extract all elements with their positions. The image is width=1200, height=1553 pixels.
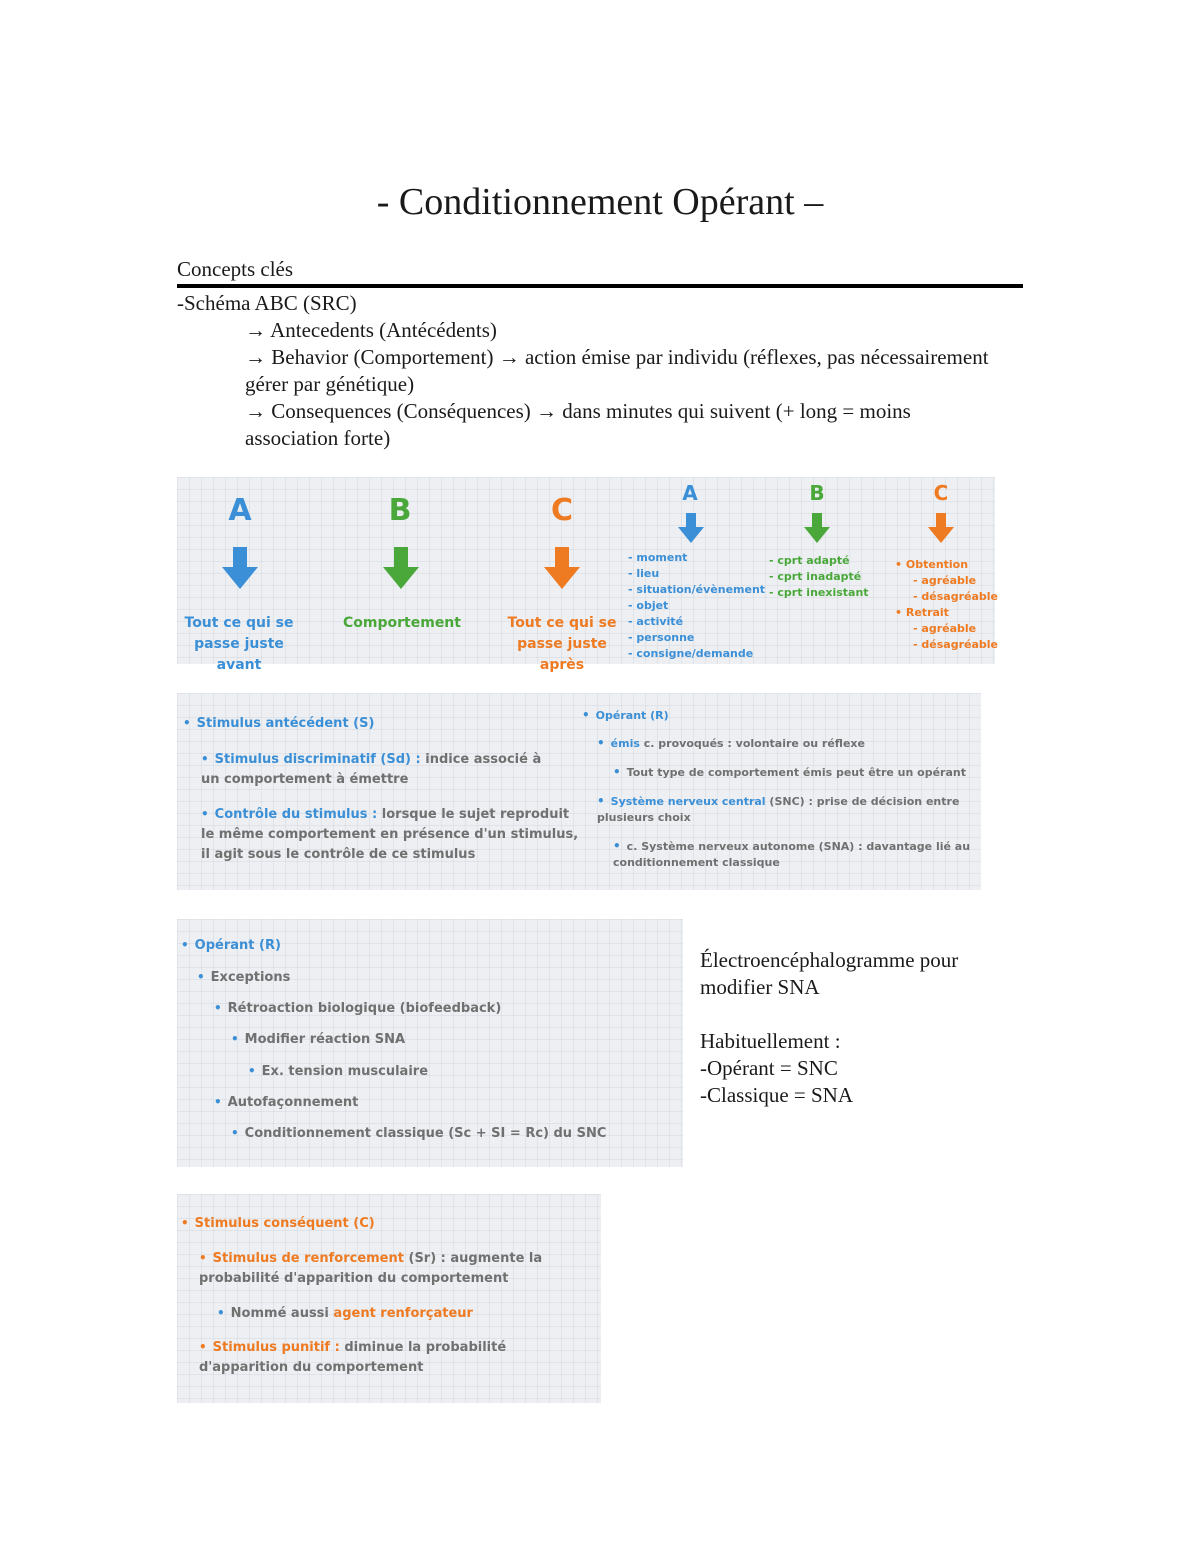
note-line: Habituellement : bbox=[700, 1029, 841, 1053]
note-line: -Classique = SNA bbox=[700, 1083, 854, 1107]
consequences-text: Consequences (Conséquences) bbox=[271, 399, 531, 423]
ctrl-bullet: • Contrôle du stimulus : lorsque le sujet reproduit le même comportement en présence d'un stimulus, il agit sous le contrôle de ce stimulus bbox=[201, 807, 579, 862]
list-item: - agréable bbox=[913, 622, 977, 635]
consequent-heading: • Stimulus conséquent (C) bbox=[181, 1216, 375, 1231]
letter-c: C bbox=[550, 493, 574, 528]
biofeedback-item: • Rétroaction biologique (biofeedback) bbox=[214, 1001, 502, 1016]
list-item: - désagréable bbox=[913, 590, 998, 603]
list-item: • Obtention bbox=[895, 558, 969, 571]
b-list bbox=[769, 553, 869, 601]
snc-bullet: • Système nerveux central (SNC) : prise de décision entre plusieurs choix bbox=[597, 794, 960, 824]
sna-bullet: • c. Système nerveux autonome (SNA) : davantage lié au conditionnement classique bbox=[613, 839, 971, 869]
arrow-icon: → bbox=[245, 318, 266, 342]
tension-item: • Ex. tension musculaire bbox=[248, 1064, 429, 1079]
behavior-detail: action émise par individu (réflexes, pas nécessairement gérer par génétique) bbox=[245, 345, 989, 396]
sr-bullet: • Stimulus de renforcement (Sr) : augmente la probabilité d'apparition du comportement bbox=[199, 1251, 543, 1286]
list-item: - consigne/demande bbox=[628, 647, 754, 660]
modifier-sna-item: • Modifier réaction SNA bbox=[231, 1032, 406, 1047]
letter-a: A bbox=[228, 493, 252, 528]
antecedents-text: Antecedents (Antécédents) bbox=[270, 318, 497, 342]
note-line: Électroencéphalogramme pour modifier SNA bbox=[700, 948, 959, 999]
list-item: - objet bbox=[628, 599, 669, 612]
list-item: - cprt inadapté bbox=[769, 570, 862, 583]
abc-slide-image bbox=[177, 477, 998, 673]
antecedents-line bbox=[177, 317, 1007, 344]
arrow-down-icon bbox=[804, 513, 830, 545]
list-item: - agréable bbox=[913, 574, 977, 587]
arrow-icon: → bbox=[245, 399, 266, 423]
arrow-down-icon bbox=[383, 547, 419, 591]
consequences-detail: dans minutes qui suivent (+ long = moins association forte) bbox=[245, 399, 911, 450]
stim-ante-heading: • Stimulus antécédent (S) bbox=[183, 716, 375, 731]
b-caption: Comportement bbox=[343, 615, 461, 631]
arrow-down-icon bbox=[928, 513, 954, 545]
schema-line: -Schéma ABC (SRC) bbox=[177, 291, 357, 315]
autofaconnement-item: • Autofaçonnement bbox=[214, 1095, 359, 1110]
arrow-icon: → bbox=[498, 345, 520, 369]
list-item: - moment bbox=[628, 551, 688, 564]
operant-heading: • Opérant (R) bbox=[582, 708, 669, 722]
list-item: • Retrait bbox=[895, 606, 949, 619]
nomme-bullet: • Nommé aussi agent renforçateur bbox=[217, 1306, 473, 1321]
side-note bbox=[700, 947, 1010, 1109]
behavior-line bbox=[177, 344, 1007, 398]
letter-b-small: B bbox=[809, 481, 825, 505]
emis-bullet: • émis c. provoqués : volontaire ou réflexe bbox=[597, 736, 865, 750]
a-caption: Tout ce qui se passe juste avant bbox=[184, 615, 294, 673]
list-item: - situation/évènement bbox=[628, 583, 766, 596]
exceptions-item: • Exceptions bbox=[197, 970, 291, 985]
note-line: -Opérant = SNC bbox=[700, 1056, 838, 1080]
sd-bullet: • Stimulus discriminatif (Sd) : indice associé à un comportement à émettre bbox=[201, 752, 542, 787]
conditionnement-item: • Conditionnement classique (Sc + SI = Rc) du SNC bbox=[231, 1126, 607, 1141]
arrow-icon: → bbox=[245, 345, 266, 369]
c-list bbox=[895, 557, 998, 653]
punitif-bullet: • Stimulus punitif : diminue la probabilité d'apparition du comportement bbox=[199, 1340, 507, 1375]
behavior-text: Behavior (Comportement) bbox=[271, 345, 494, 369]
list-item: - cprt adapté bbox=[769, 554, 850, 567]
stimulus-consequent-slide-image bbox=[177, 1194, 601, 1403]
arrow-icon: → bbox=[536, 399, 558, 423]
consequences-line bbox=[177, 398, 1007, 452]
c-caption: Tout ce qui se passe juste après bbox=[507, 615, 617, 673]
operant-item: • Opérant (R) bbox=[181, 938, 281, 953]
list-item: - cprt inexistant bbox=[769, 586, 869, 599]
letter-b: B bbox=[388, 493, 412, 528]
arrow-down-icon bbox=[222, 547, 258, 591]
list-item: - désagréable bbox=[913, 638, 998, 651]
concepts-heading: Concepts clés bbox=[177, 257, 1023, 288]
abc-schema-text bbox=[177, 290, 1007, 452]
tout-type-bullet: • Tout type de comportement émis peut être un opérant bbox=[613, 765, 966, 779]
arrow-down-icon bbox=[678, 513, 704, 545]
operant-exceptions-slide-image bbox=[177, 919, 683, 1167]
list-item: - activité bbox=[628, 615, 684, 628]
arrow-down-icon bbox=[544, 547, 580, 591]
letter-c-small: C bbox=[933, 481, 949, 505]
a-list bbox=[628, 550, 765, 662]
letter-a-small: A bbox=[682, 481, 698, 505]
list-item: - personne bbox=[628, 631, 695, 644]
document-title: - Conditionnement Opérant – bbox=[376, 181, 824, 223]
stimulus-antecedent-slide-image bbox=[177, 693, 981, 890]
list-item: - lieu bbox=[628, 567, 660, 580]
